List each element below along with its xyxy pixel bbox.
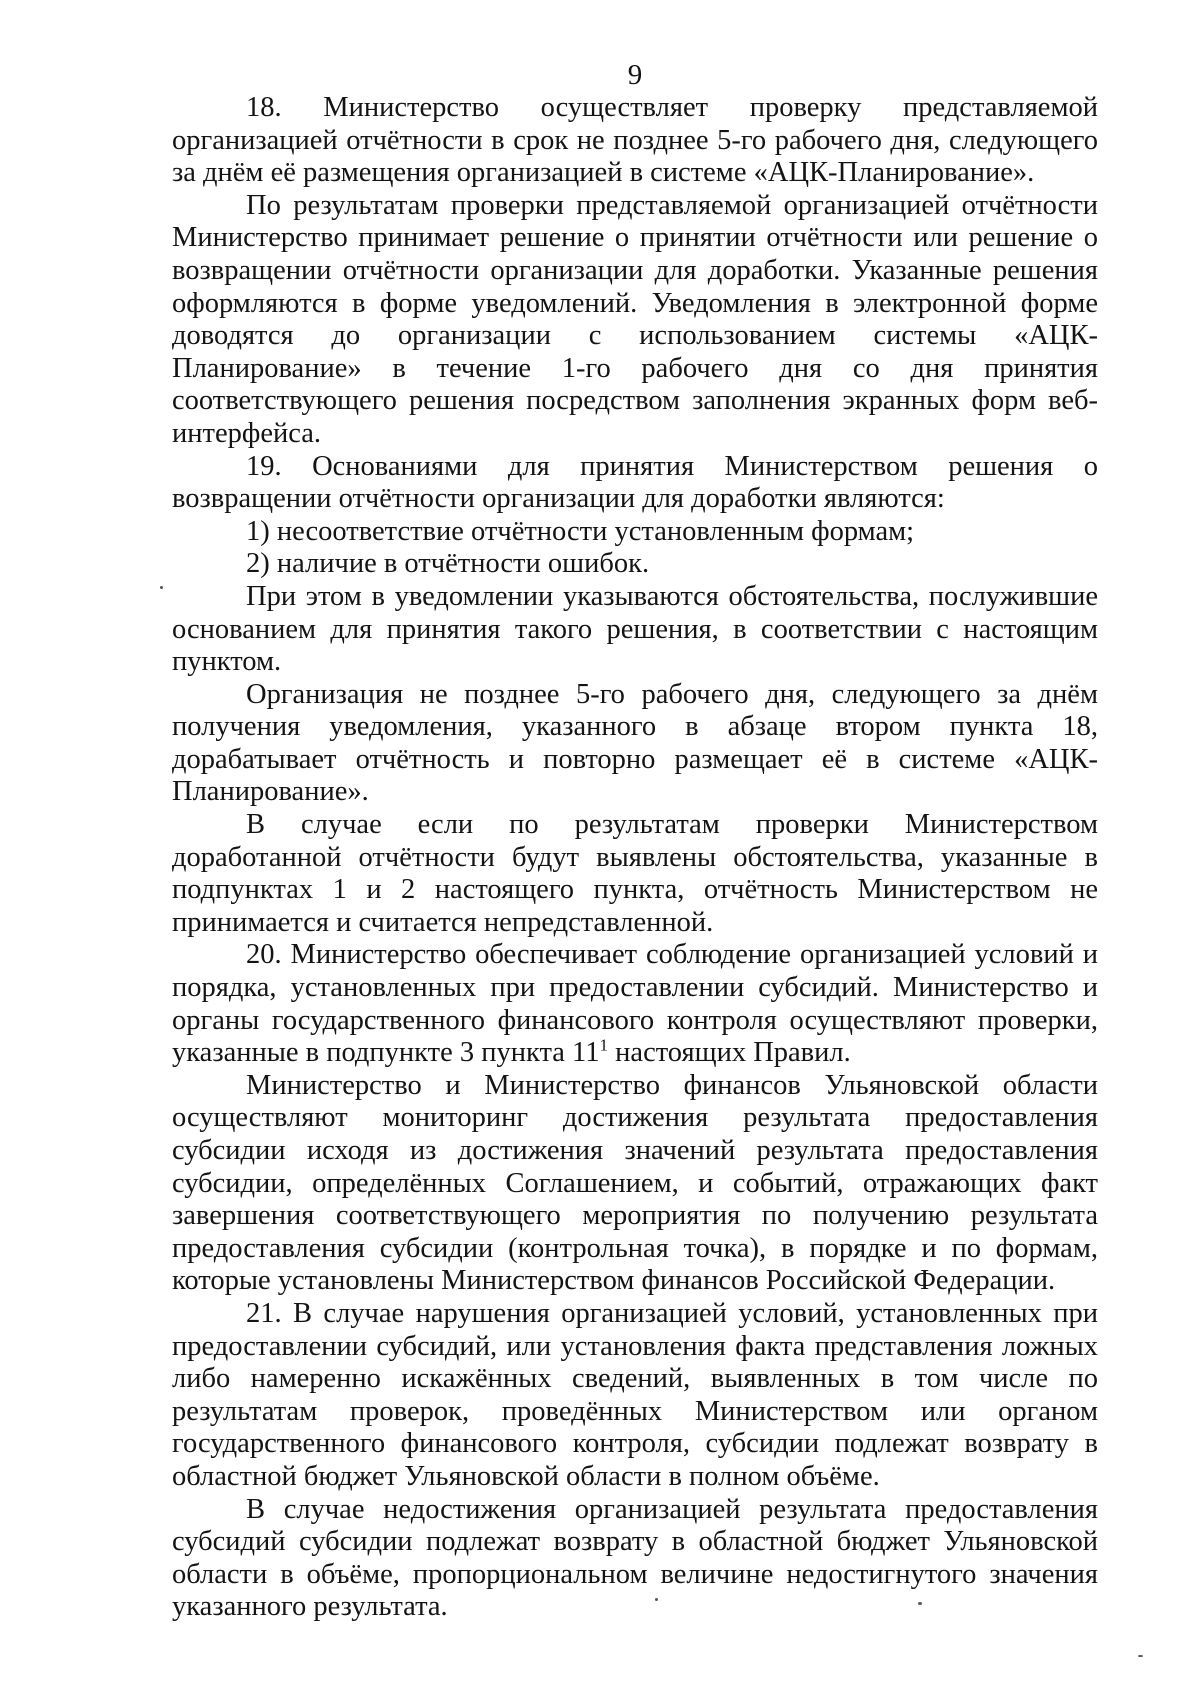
paragraph: Министерство и Министерство финансов Ульяновской области осуществляют мониторинг достижения результата предоставления субсидии исходя из достижения значений результата предоставления субсидии, определённых Соглашением, и событий, отражающих факт завершения соответствующего мероприятия по получению результата предоставления субсидии (контрольная точка), в порядке и по формам, которые установлены Министерством финансов Российской Федерации. <box>172 1069 1098 1297</box>
paragraph: При этом в уведомлении указываются обстоятельства, послужившие основанием для принятия такого решения, в соответствии с настоящим пунктом. <box>172 580 1098 678</box>
paragraph: В случае если по результатам проверки Министерством доработанной отчётности будут выявлены обстоятельства, указанные в подпунктах 1 и 2 настоящего пункта, отчётность Министерством не принимается и считается непредставленной. <box>172 809 1098 938</box>
paragraph: 18. Министерство осуществляет проверку представляемой организацией отчётности в срок не позднее 5-го рабочего дня, следующего за днём её размещения организацией в системе «АЦК-Планирование». <box>172 92 1098 189</box>
paragraph-tail: настоящих Правил. <box>608 1037 851 1069</box>
paragraph: Организация не позднее 5-го рабочего дня, следующего за днём получения уведомления, указанного в абзаце втором пункта 18, дорабатывает отчётность и повторно размещает её в системе «АЦК-Планирование». <box>172 678 1098 808</box>
scan-speck <box>655 1598 658 1601</box>
paragraph: В случае недостижения организацией результата предоставления субсидий субсидии подлежат возврату в областной бюджет Ульяновской области в объёме, пропорциональном величине недостигнутого значения указанного результата. <box>172 1493 1098 1623</box>
body-text <box>172 92 1098 1624</box>
paragraph <box>172 939 1098 1069</box>
paragraph-text: 20. Министерство обеспечивает соблюдение организацией условий и порядка, установленных при предоставлении субсидий. Министерство и органы государственного финансового контроля осуществляют проверки, указанные в подпункте 3 пункта 11 <box>172 939 1098 1069</box>
paragraph: 2) наличие в отчётности ошибок. <box>246 548 650 580</box>
page-number: 9 <box>627 59 643 91</box>
scan-speck <box>1138 1655 1143 1657</box>
scan-speck <box>160 586 163 589</box>
scan-speck <box>918 1602 922 1605</box>
paragraph: По результатам проверки представляемой организацией отчётности Министерство принимает решение о принятии отчётности или решение о возвращении отчётности организации для доработки. Указанные решения оформляются в форме уведомлений. Уведомления в электронной форме доводятся до организации с использованием системы «АЦК-Планирование» в течение 1-го рабочего дня со дня принятия соответствующего решения посредством заполнения экранных форм веб-интерфейса. <box>172 189 1098 449</box>
superscript: 1 <box>599 1035 609 1055</box>
paragraph: 1) несоответствие отчётности установленным формам; <box>246 515 915 547</box>
paragraph: 19. Основаниями для принятия Министерством решения о возвращении отчётности организации для доработки являются: <box>172 450 1098 515</box>
paragraph: 21. В случае нарушения организацией условий, установленных при предоставлении субсидий, или установления факта представления ложных либо намеренно искажённых сведений, выявленных в том числе по результатам проверок, проведённых Министерством или органом государственного финансового контроля, субсидии подлежат возврату в областной бюджет Ульяновской области в полном объёме. <box>172 1297 1098 1492</box>
